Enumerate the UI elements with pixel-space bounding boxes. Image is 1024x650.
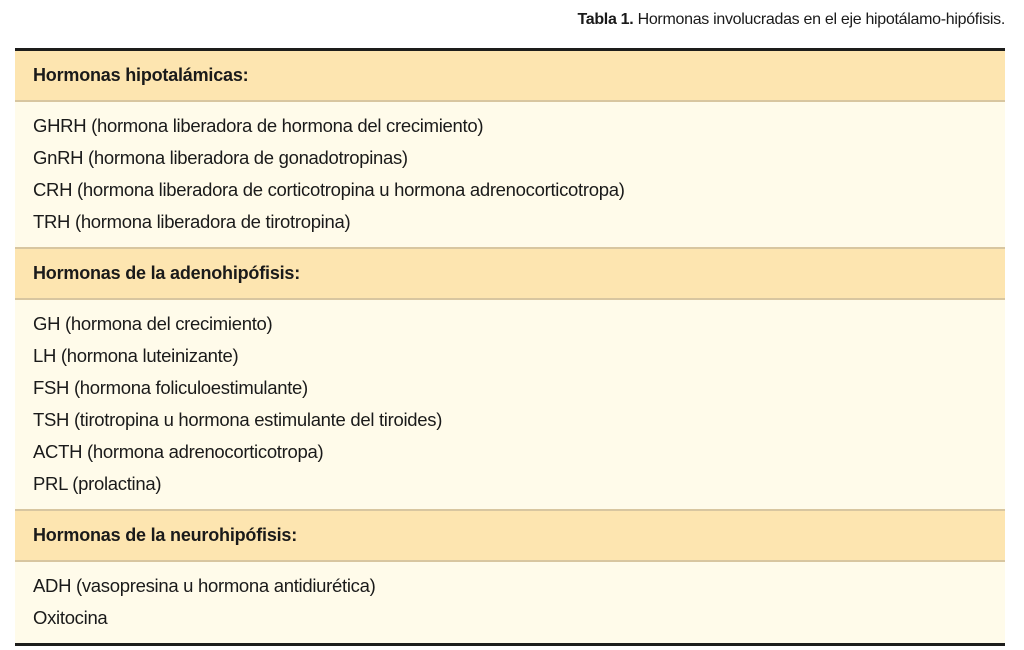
- caption-text: Hormonas involucradas en el eje hipotálamo-hipófisis.: [633, 11, 1005, 28]
- table-row: TSH (tirotropina u hormona estimulante del tiroides): [33, 409, 443, 430]
- table-row: CRH (hormona liberadora de corticotropina u hormona adrenocorticotropa): [33, 179, 625, 200]
- table-row: GHRH (hormona liberadora de hormona del crecimiento): [33, 115, 484, 136]
- caption-label: Tabla 1.: [577, 11, 634, 28]
- table-row: GnRH (hormona liberadora de gonadotropinas): [33, 147, 408, 168]
- table-row: ACTH (hormona adrenocorticotropa): [33, 441, 324, 462]
- table-row: Oxitocina: [33, 607, 108, 628]
- table-row: LH (hormona luteinizante): [33, 345, 239, 366]
- section-body-adenohypophysis: [15, 300, 1005, 511]
- table-row: GH (hormona del crecimiento): [33, 313, 273, 334]
- hormones-table: [15, 48, 1005, 646]
- table-row: TRH (hormona liberadora de tirotropina): [33, 211, 351, 232]
- section-body-neurohypophysis: [15, 562, 1005, 643]
- table-row: ADH (vasopresina u hormona antidiurética): [33, 575, 376, 596]
- section-header-neurohypophysis: Hormonas de la neurohipófisis:: [15, 511, 1005, 562]
- table-row: FSH (hormona foliculoestimulante): [33, 377, 308, 398]
- section-body-hypothalamic: [15, 102, 1005, 249]
- section-header-adenohypophysis: Hormonas de la adenohipófisis:: [15, 249, 1005, 300]
- table-caption: [577, 11, 1005, 29]
- table-row: PRL (prolactina): [33, 473, 162, 494]
- section-header-hypothalamic: Hormonas hipotalámicas:: [15, 51, 1005, 102]
